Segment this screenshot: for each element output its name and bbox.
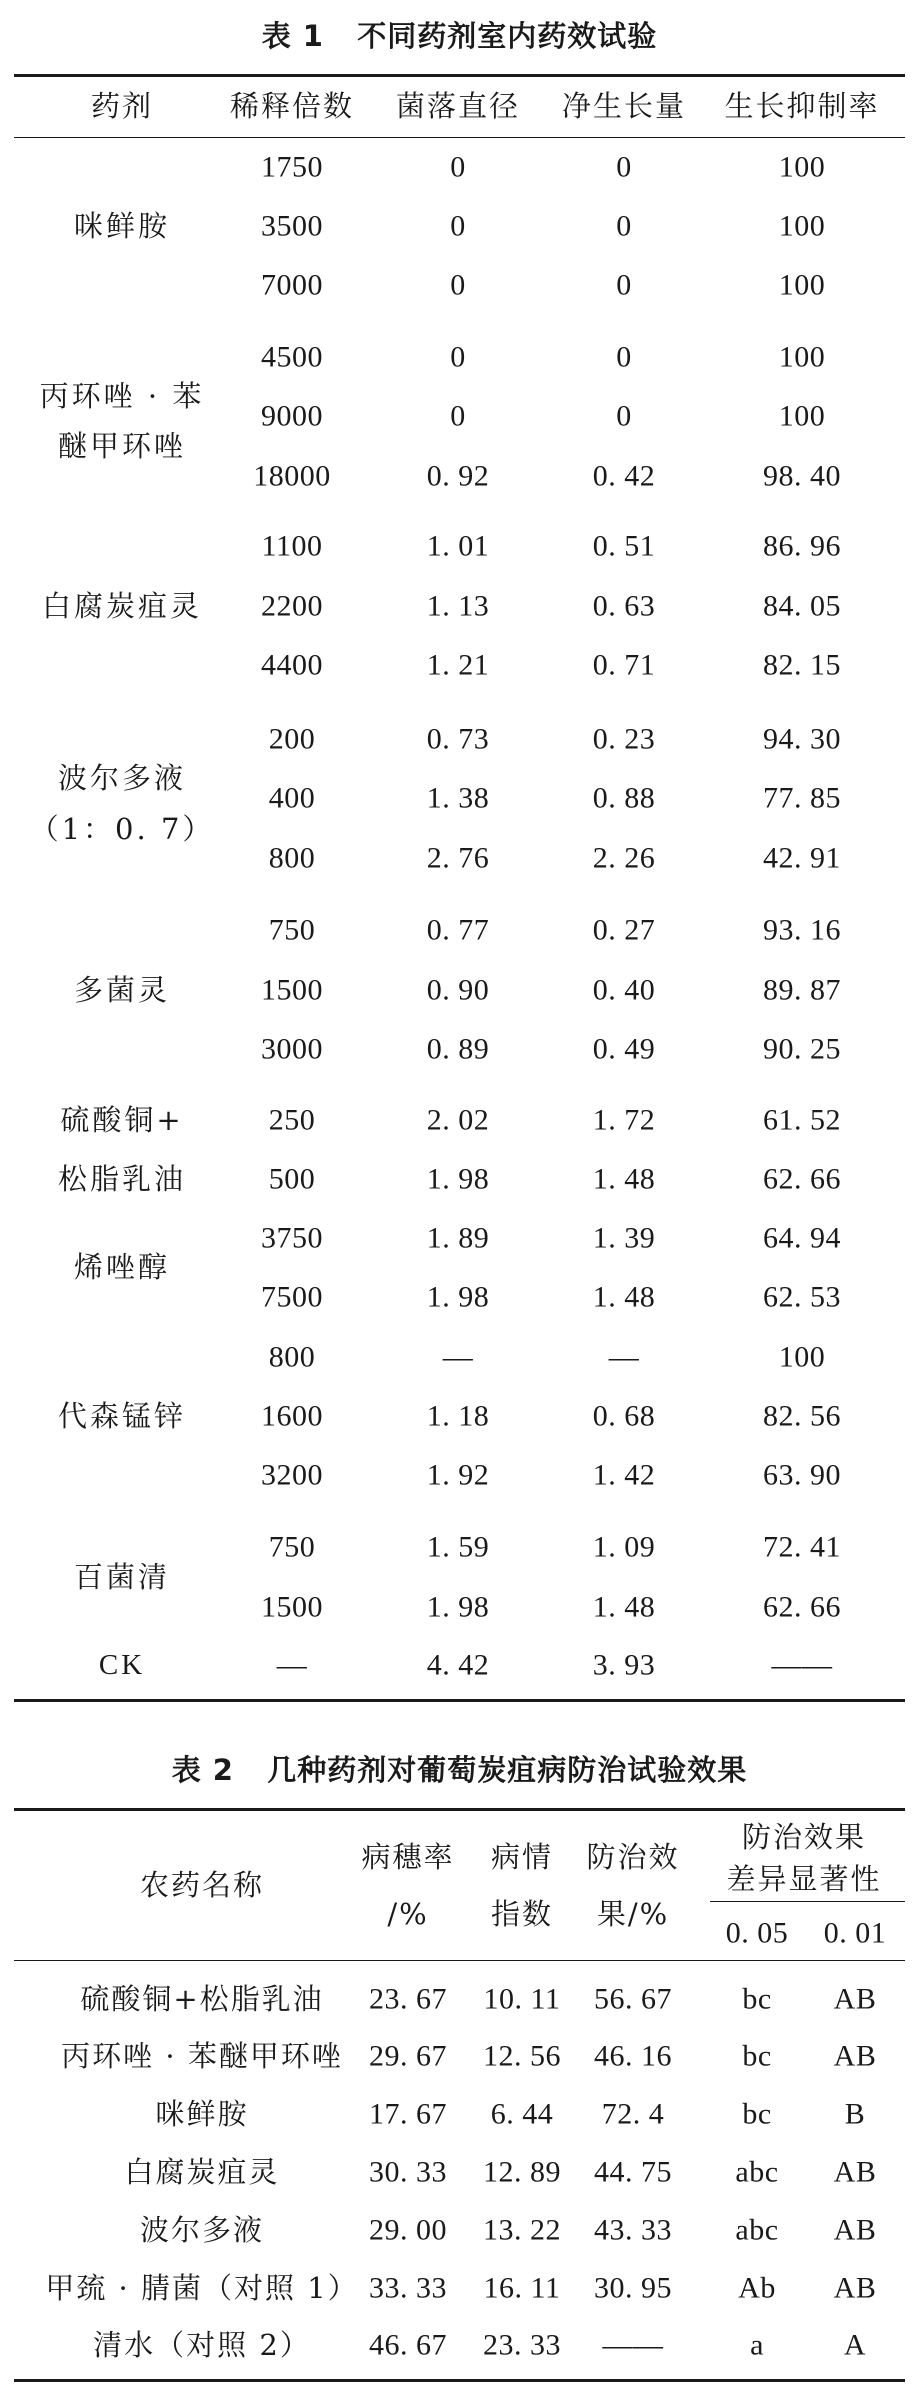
t1-growth-cell: 0. 49: [592, 1032, 656, 1066]
t2-index-cell: 6. 44: [490, 2097, 554, 2131]
t1-dilution-cell: 1750: [261, 150, 323, 184]
t1-inhibition-cell: 62. 66: [763, 1590, 841, 1624]
t1-dilution-cell: 2200: [261, 589, 323, 623]
t1-growth-cell: 0. 42: [592, 459, 656, 493]
t2-header-name: 农药名称: [139, 1867, 265, 1902]
t1-dilution-cell: 7000: [261, 268, 323, 302]
t1-drug-name: 波尔多液: [57, 760, 187, 795]
t1-growth-cell: 0: [616, 340, 632, 374]
t1-inhibition-cell: 100: [778, 150, 826, 184]
t1-diameter-cell: 0: [450, 209, 466, 243]
t1-diameter-cell: 1. 89: [426, 1221, 490, 1255]
t1-inhibition-cell: 84. 05: [763, 589, 841, 623]
t2-name-cell: 丙环唑 · 苯醚甲环唑: [61, 2038, 343, 2073]
t1-dilution-cell: 7500: [261, 1280, 323, 1314]
t2-sig005-cell: bc: [742, 2097, 772, 2131]
t1-inhibition-cell: 98. 40: [763, 459, 841, 493]
t2-sig001-cell: AB: [833, 2213, 877, 2247]
t1-diameter-cell: 0. 92: [426, 459, 490, 493]
t1-growth-cell: 3. 93: [592, 1648, 656, 1682]
t1-inhibition-cell: 89. 87: [763, 973, 841, 1007]
t1-inhibition-cell: 93. 16: [763, 913, 841, 947]
t2-sig001-cell: A: [843, 2328, 867, 2362]
t2-rate-cell: 46. 67: [369, 2328, 447, 2362]
t1-diameter-cell: 0: [450, 399, 466, 433]
t2-sig005-cell: bc: [742, 2039, 772, 2073]
t1-growth-cell: 1. 09: [592, 1530, 656, 1564]
t1-growth-cell: 0: [616, 209, 632, 243]
t2-effect-cell: ——: [602, 2328, 664, 2362]
table2-caption: [0, 1748, 919, 1789]
t1-dilution-cell: 1600: [261, 1399, 323, 1433]
t2-name-cell: 咪鲜胺: [155, 2096, 249, 2131]
t1-drug-name: 醚甲环唑: [57, 428, 187, 463]
t2-header-effect-line1: 防治效: [586, 1839, 680, 1874]
t1-drug-name: 多菌灵: [73, 972, 171, 1007]
t2-rate-cell: 23. 67: [369, 1982, 447, 2016]
t2-index-cell: 10. 11: [483, 1982, 561, 2016]
t1-dilution-cell: 1500: [261, 1590, 323, 1624]
t2-effect-cell: 72. 4: [601, 2097, 665, 2131]
t2-header-sig-line1: 防治效果: [741, 1819, 867, 1854]
table2-bottom-rule: [14, 2379, 905, 2382]
t1-drug-name: 代森锰锌: [57, 1398, 187, 1433]
t1-dilution-cell: 3500: [261, 209, 323, 243]
t1-growth-cell: 0. 27: [592, 913, 656, 947]
t1-dilution-cell: 18000: [253, 459, 331, 493]
t1-dilution-cell: 500: [268, 1162, 316, 1196]
t1-growth-cell: 0: [616, 399, 632, 433]
t2-rate-cell: 17. 67: [369, 2097, 447, 2131]
t1-inhibition-cell: 100: [778, 399, 826, 433]
t1-diameter-cell: 1. 01: [426, 529, 490, 563]
t2-rate-cell: 29. 00: [369, 2213, 447, 2247]
t1-growth-cell: 0. 68: [592, 1399, 656, 1433]
t2-rate-cell: 30. 33: [369, 2155, 447, 2189]
t1-inhibition-cell: 63. 90: [763, 1458, 841, 1492]
t1-drug-name: 百菌清: [73, 1559, 171, 1594]
t2-index-cell: 23. 33: [483, 2328, 561, 2362]
t1-dilution-cell: 750: [268, 1530, 316, 1564]
t1-diameter-cell: 0. 77: [426, 913, 490, 947]
t1-drug-name: （1：0. 7）: [29, 811, 215, 846]
t2-sig001-cell: AB: [833, 2271, 877, 2305]
t1-header-diameter: 菌落直径: [395, 88, 521, 123]
t1-growth-cell: 0: [616, 268, 632, 302]
table1-caption: [0, 14, 919, 55]
t1-dilution-cell: 250: [268, 1103, 316, 1137]
t1-diameter-cell: 1. 92: [426, 1458, 490, 1492]
t1-diameter-cell: 0. 73: [426, 722, 490, 756]
t2-header-index-line1: 病情: [490, 1839, 554, 1874]
t1-dilution-cell: 200: [268, 722, 316, 756]
t1-dilution-cell: 3750: [261, 1221, 323, 1255]
t1-header-drug: 药剂: [90, 88, 154, 123]
t1-diameter-cell: 1. 38: [426, 781, 490, 815]
t1-growth-cell: 0. 51: [592, 529, 656, 563]
t2-index-cell: 13. 22: [483, 2213, 561, 2247]
t2-name-cell: 硫酸铜+松脂乳油: [80, 1981, 324, 2016]
t1-diameter-cell: 1. 13: [426, 589, 490, 623]
t1-diameter-cell: 0. 90: [426, 973, 490, 1007]
t2-effect-cell: 56. 67: [594, 1982, 672, 2016]
t1-dilution-cell: —: [276, 1648, 308, 1682]
t2-rate-cell: 33. 33: [369, 2271, 447, 2305]
t2-header-rate-line2: /%: [387, 1896, 429, 1931]
t1-dilution-cell: 400: [268, 781, 316, 815]
t1-inhibition-cell: 77. 85: [763, 781, 841, 815]
table1-top-rule: [14, 74, 905, 77]
t1-drug-name: CK: [98, 1648, 146, 1681]
t1-diameter-cell: 1. 59: [426, 1530, 490, 1564]
t1-drug-name: 松脂乳油: [57, 1161, 187, 1196]
t1-inhibition-cell: 100: [778, 1340, 826, 1374]
t1-dilution-cell: 4400: [261, 648, 323, 682]
t2-sig001-cell: AB: [833, 2155, 877, 2189]
t1-diameter-cell: 2. 76: [426, 841, 490, 875]
t1-growth-cell: 2. 26: [592, 841, 656, 875]
t1-growth-cell: 0. 40: [592, 973, 656, 1007]
t1-inhibition-cell: 82. 15: [763, 648, 841, 682]
t1-diameter-cell: 0: [450, 340, 466, 374]
t2-effect-cell: 46. 16: [594, 2039, 672, 2073]
t2-sig005-cell: Ab: [738, 2271, 776, 2305]
t1-diameter-cell: 1. 21: [426, 648, 490, 682]
t2-header-effect-line2: 果/%: [596, 1896, 670, 1931]
t2-index-cell: 16. 11: [483, 2271, 561, 2305]
table2-caption-label: 表 2: [171, 1753, 234, 1787]
t1-drug-name: 硫酸铜+: [60, 1102, 184, 1137]
table1-bottom-rule: [14, 1699, 905, 1702]
table2-caption-title: 几种药剂对葡萄炭疽病防治试验效果: [267, 1753, 748, 1787]
table2-top-rule: [14, 1808, 905, 1811]
t2-sig001-cell: AB: [833, 2039, 877, 2073]
t1-diameter-cell: 1. 98: [426, 1162, 490, 1196]
t1-inhibition-cell: 62. 53: [763, 1280, 841, 1314]
t1-growth-cell: 0: [616, 150, 632, 184]
t2-name-cell: 清水（对照 2）: [93, 2327, 311, 2362]
t1-drug-name: 烯唑醇: [73, 1249, 171, 1284]
t1-header-growth: 净生长量: [561, 88, 687, 123]
t2-name-cell: 波尔多液: [139, 2212, 265, 2247]
t2-header-index-line2: 指数: [490, 1896, 554, 1931]
table2-sig-subrule: [710, 1901, 905, 1902]
t1-inhibition-cell: 82. 56: [763, 1399, 841, 1433]
t1-inhibition-cell: 61. 52: [763, 1103, 841, 1137]
t1-dilution-cell: 800: [268, 841, 316, 875]
t2-sig005-cell: abc: [735, 2213, 779, 2247]
t1-diameter-cell: 4. 42: [426, 1648, 490, 1682]
t1-diameter-cell: 0: [450, 268, 466, 302]
t2-name-cell: 白腐炭疽灵: [124, 2154, 280, 2189]
t1-growth-cell: 1. 42: [592, 1458, 656, 1492]
t1-growth-cell: 1. 72: [592, 1103, 656, 1137]
t1-inhibition-cell: 86. 96: [763, 529, 841, 563]
t1-dilution-cell: 3200: [261, 1458, 323, 1492]
t1-dilution-cell: 1500: [261, 973, 323, 1007]
t2-sig005-cell: bc: [742, 1982, 772, 2016]
t1-header-dilution: 稀释倍数: [229, 88, 355, 123]
t1-growth-cell: 0. 63: [592, 589, 656, 623]
t2-header-sig-005: 0. 05: [725, 1916, 789, 1950]
table1-header-rule: [14, 137, 905, 138]
t1-inhibition-cell: 100: [778, 268, 826, 302]
t1-inhibition-cell: 64. 94: [763, 1221, 841, 1255]
t1-growth-cell: 0. 71: [592, 648, 656, 682]
t2-sig001-cell: AB: [833, 1982, 877, 2016]
table1-caption-label: 表 1: [261, 19, 324, 53]
t1-inhibition-cell: ——: [771, 1648, 833, 1682]
t1-growth-cell: 1. 39: [592, 1221, 656, 1255]
t2-index-cell: 12. 89: [483, 2155, 561, 2189]
table2-header-rule: [14, 1960, 905, 1961]
t1-inhibition-cell: 42. 91: [763, 841, 841, 875]
t1-dilution-cell: 800: [268, 1340, 316, 1374]
t1-inhibition-cell: 94. 30: [763, 722, 841, 756]
t1-growth-cell: 1. 48: [592, 1590, 656, 1624]
t1-growth-cell: 0. 23: [592, 722, 656, 756]
t1-growth-cell: —: [608, 1340, 640, 1374]
t2-sig005-cell: abc: [735, 2155, 779, 2189]
t1-inhibition-cell: 62. 66: [763, 1162, 841, 1196]
t1-dilution-cell: 750: [268, 913, 316, 947]
t1-growth-cell: 1. 48: [592, 1162, 656, 1196]
t1-inhibition-cell: 100: [778, 209, 826, 243]
t1-diameter-cell: 1. 98: [426, 1590, 490, 1624]
t1-diameter-cell: 1. 18: [426, 1399, 490, 1433]
table1-caption-title: 不同药剂室内药效试验: [357, 19, 658, 53]
t1-inhibition-cell: 100: [778, 340, 826, 374]
t1-diameter-cell: 0. 89: [426, 1032, 490, 1066]
t2-effect-cell: 30. 95: [594, 2271, 672, 2305]
t1-dilution-cell: 3000: [261, 1032, 323, 1066]
t1-growth-cell: 0. 88: [592, 781, 656, 815]
t1-diameter-cell: —: [442, 1340, 474, 1374]
t2-rate-cell: 29. 67: [369, 2039, 447, 2073]
t1-header-inhibition: 生长抑制率: [724, 88, 880, 123]
t2-header-sig-line2: 差异显著性: [726, 1861, 882, 1896]
t1-drug-name: 丙环唑 · 苯: [39, 378, 205, 413]
t1-growth-cell: 1. 48: [592, 1280, 656, 1314]
t2-index-cell: 12. 56: [483, 2039, 561, 2073]
t2-effect-cell: 43. 33: [594, 2213, 672, 2247]
t1-dilution-cell: 9000: [261, 399, 323, 433]
t1-drug-name: 咪鲜胺: [73, 208, 171, 243]
t2-header-sig-001: 0. 01: [823, 1916, 887, 1950]
t1-dilution-cell: 1100: [261, 529, 323, 563]
t2-effect-cell: 44. 75: [594, 2155, 672, 2189]
t1-dilution-cell: 4500: [261, 340, 323, 374]
t1-diameter-cell: 0: [450, 150, 466, 184]
t1-diameter-cell: 1. 98: [426, 1280, 490, 1314]
t1-inhibition-cell: 72. 41: [763, 1530, 841, 1564]
t1-inhibition-cell: 90. 25: [763, 1032, 841, 1066]
t1-diameter-cell: 2. 02: [426, 1103, 490, 1137]
t2-sig005-cell: a: [750, 2328, 764, 2362]
t2-sig001-cell: B: [844, 2097, 866, 2131]
t2-header-rate-line1: 病穗率: [361, 1839, 455, 1874]
t1-drug-name: 白腐炭疽灵: [41, 588, 203, 623]
t2-name-cell: 甲巯 · 腈菌（对照 1）: [45, 2270, 359, 2305]
